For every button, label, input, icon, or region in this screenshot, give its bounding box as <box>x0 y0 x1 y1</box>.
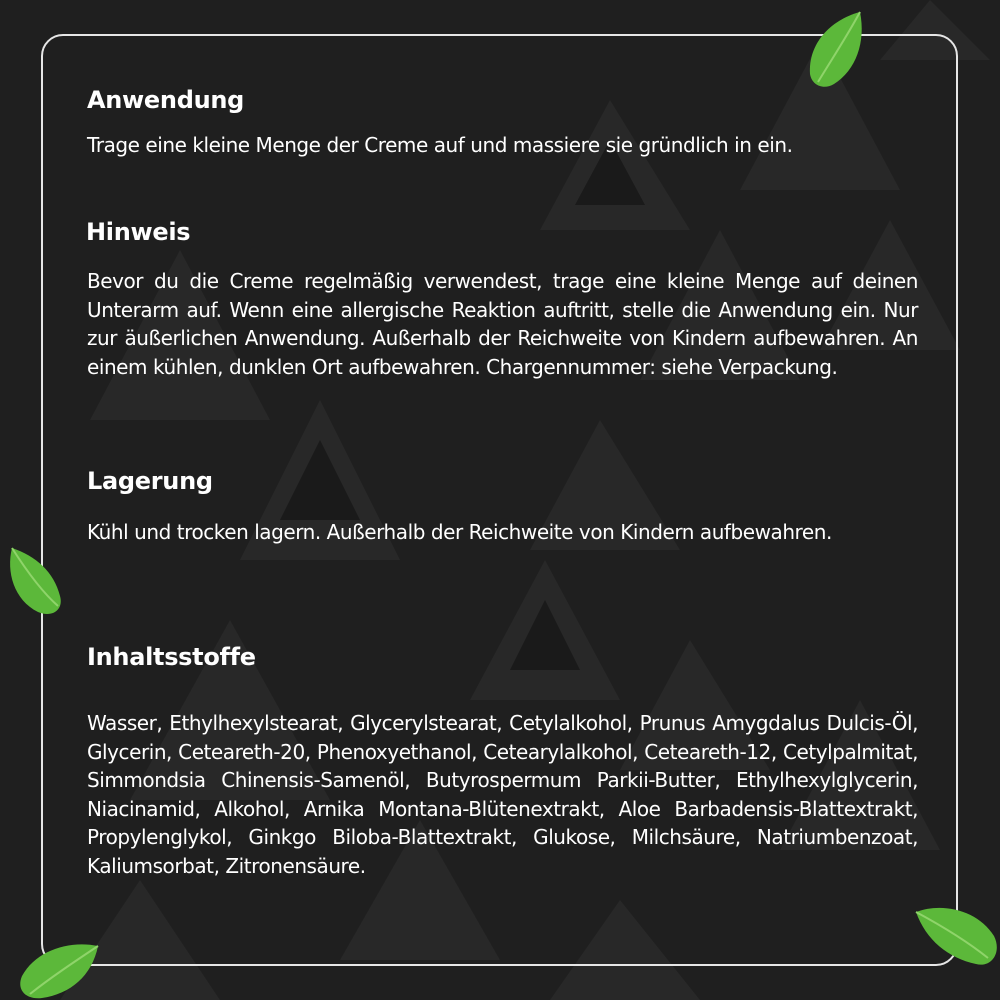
leaf-icon <box>4 544 68 618</box>
section-text-anwendung: Trage eine kleine Menge der Creme auf und massiere sie gründlich in ein. <box>87 133 793 157</box>
section-title-inhaltsstoffe: Inhaltsstoffe <box>87 643 256 671</box>
section-text-hinweis: Bevor du die Creme regelmäßig verwendest, trage eine kleine Menge auf deinen Unterarm auf. Wenn eine allergische Reaktion auftritt, stelle die Anwendung ein. Nur zur äußerlichen Anwendung. Außerhalb der Reichweite von Kindern aufbewahren. An einem kühlen, dunklen Ort aufbewahren. Chargennummer: siehe Verpackung. <box>87 269 918 379</box>
section-title-anwendung: Anwendung <box>87 86 245 114</box>
section-title-hinweis: Hinweis <box>86 218 191 246</box>
leaf-icon <box>912 902 1000 974</box>
leaf-icon <box>800 8 872 92</box>
section-text-inhaltsstoffe: Wasser, Ethylhexylstearat, Glycerylstearat, Cetylalkohol, Prunus Amygdalus Dulcis-Öl, Glycerin, Ceteareth-20, Phenoxyethanol, Cetearylalkohol, Ceteareth-12, Cetylpalmitat, Simmondsia Chinensis-Samenöl, Butyrospermum Parkii-Butter, Ethylhexylglycerin, Niacinamid, Alkohol, Arnika Montana-Blütenextrakt, Aloe Barbadensis-Blattextrakt, Propylenglykol, Ginkgo Biloba-Blattextrakt, Glukose, Milchsäure, Natriumbenzoat, Kaliumsorbat, Zitronensäure. <box>87 711 918 878</box>
section-text-lagerung: Kühl und trocken lagern. Außerhalb der Reichweite von Kindern aufbewahren. <box>87 520 832 544</box>
section-title-lagerung: Lagerung <box>87 467 213 495</box>
leaf-icon <box>14 940 104 1000</box>
